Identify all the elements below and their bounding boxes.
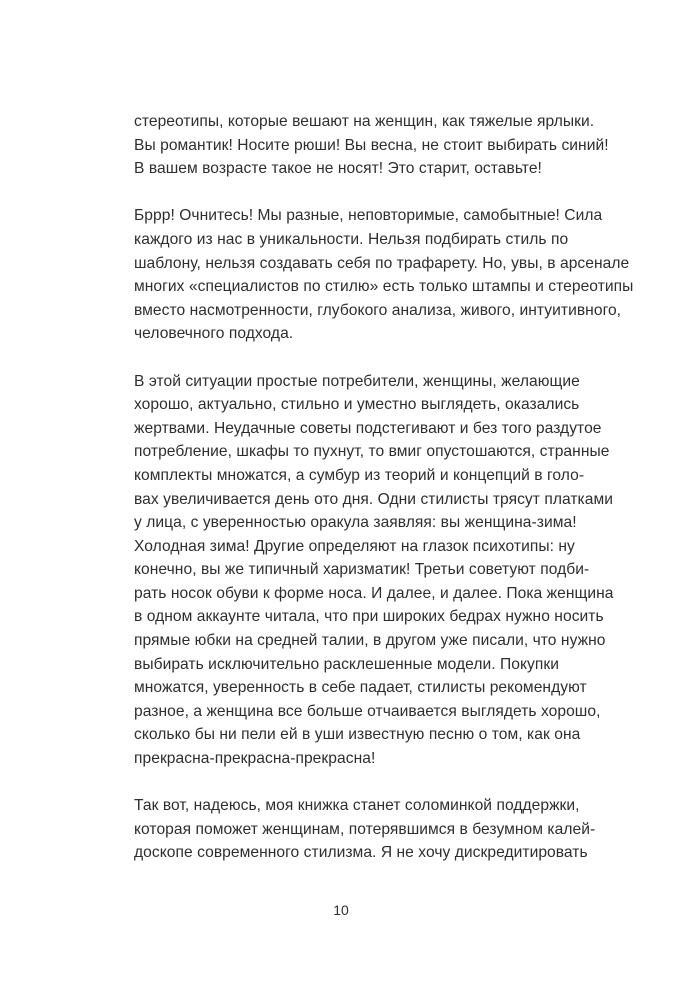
text-line: Так вот, надеюсь, моя книжка станет соломинкой поддержки, <box>134 797 580 815</box>
text-line: жертвами. Неудачные советы подстегивают и без того раздутое <box>134 419 602 437</box>
paragraph-1 <box>134 110 609 181</box>
text-line: рать носок обуви к форме носа. И далее, и далее. Пока женщина <box>134 584 614 602</box>
text-line: прекрасна-прекрасна-прекрасна! <box>134 750 376 768</box>
text-line: выбирать исключительно расклешенные модели. Покупки <box>134 655 559 673</box>
paragraph-gap <box>134 346 574 370</box>
text-line: которая поможет женщинам, потерявшимся в безумном калей- <box>134 820 596 838</box>
text-line: Вы романтик! Носите рюши! Вы весна, не стоит выбирать синий! <box>134 136 609 154</box>
text-line: вместо насмотренности, глубокого анализа, живого, интуитивного, <box>134 301 622 319</box>
body-text <box>134 110 634 865</box>
paragraph-4 <box>134 794 596 865</box>
text-line: потребление, шкафы то пухнут, то вмиг опустошаются, странные <box>134 443 610 461</box>
text-line: конечно, вы же типичный харизматик! Третьи советуют подби- <box>134 561 590 579</box>
text-line: каждого из нас в уникальности. Нельзя подбирать стиль по <box>134 230 569 248</box>
paragraph-gap <box>134 771 574 795</box>
text-line: сколько бы ни пели ей в уши известную песню о том, как она <box>134 726 581 744</box>
text-line: комплекты множатся, а сумбур из теорий и концепций в голо- <box>134 466 585 484</box>
text-line: В этой ситуации простые потребители, женщины, желающие <box>134 372 580 390</box>
text-line: разное, а женщина все больше отчаивается выглядеть хорошо, <box>134 702 601 720</box>
text-line: стереотипы, которые вешают на женщин, как тяжелые ярлыки. <box>134 113 595 130</box>
text-line: множатся, уверенность в себе падает, стилисты рекомендуют <box>134 679 587 697</box>
text-line: прямые юбки на средней талии, в другом уже писали, что нужно <box>134 632 606 650</box>
page-number: 10 <box>333 902 349 918</box>
text-line: многих «специалистов по стилю» есть только штампы и стереотипы <box>134 278 634 296</box>
text-line: шаблону, нельзя создавать себя по трафарету. Но, увы, в арсенале <box>134 254 630 272</box>
text-line: человечного подхода. <box>134 325 294 343</box>
paragraph-gap <box>134 181 574 205</box>
text-line: Бррр! Очнитесь! Мы разные, неповторимые, самобытные! Сила <box>134 207 603 225</box>
paragraph-2 <box>134 204 634 346</box>
text-line: у лица, с уверенностью оракула заявляя: вы женщина-зима! <box>134 514 577 532</box>
text-line: Холодная зима! Другие определяют на глазок психотипы: ну <box>134 537 575 555</box>
text-line: доскопе современного стилизма. Я не хочу дискредитировать <box>134 844 588 862</box>
text-line: В вашем возрасте такое не носят! Это старит, оставьте! <box>134 160 542 178</box>
text-line: хорошо, актуально, стильно и уместно выглядеть, оказались <box>134 396 580 414</box>
text-line: вах увеличивается день ото дня. Одни стилисты трясут платками <box>134 490 614 508</box>
text-line: в одном аккаунте читала, что при широких бедрах нужно носить <box>134 608 604 626</box>
paragraph-3 <box>134 370 614 771</box>
